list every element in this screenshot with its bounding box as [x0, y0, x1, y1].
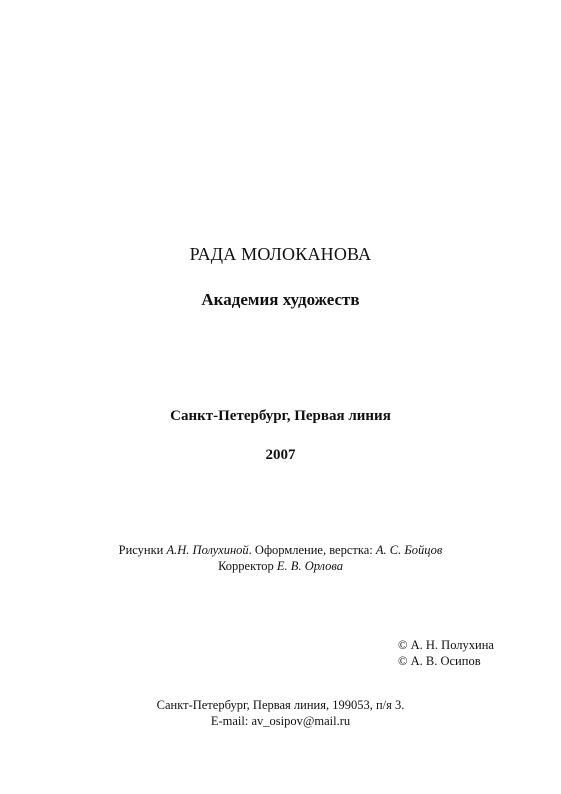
- credits-illustration-design: [0, 543, 561, 558]
- author-name: РАДА МОЛОКАНОВА: [189, 244, 372, 264]
- design-label: . Оформление, верстка:: [248, 543, 376, 557]
- copyright-line: © А. В. Осипов: [398, 654, 481, 668]
- proofreader-label: Корректор: [218, 559, 277, 573]
- designer-name: А. С. Бойцов: [375, 543, 443, 557]
- proofreader-name: Е. В. Орлова: [276, 559, 343, 573]
- publication-year: 2007: [265, 447, 296, 463]
- book-title: Академия художеств: [201, 290, 360, 309]
- email-address: E-mail: av_osipov@mail.ru: [210, 714, 351, 728]
- postal-address: Санкт-Петербург, Первая линия, 199053, п/я 3.: [156, 698, 405, 712]
- publisher-line: Санкт-Петербург, Первая линия: [170, 408, 391, 424]
- illustrator-name: А.Н. Полухиной: [166, 543, 249, 557]
- illustrations-label: Рисунки: [118, 543, 167, 557]
- copyright-line: © А. Н. Полухина: [398, 638, 494, 652]
- credits-proofreader: [0, 559, 561, 574]
